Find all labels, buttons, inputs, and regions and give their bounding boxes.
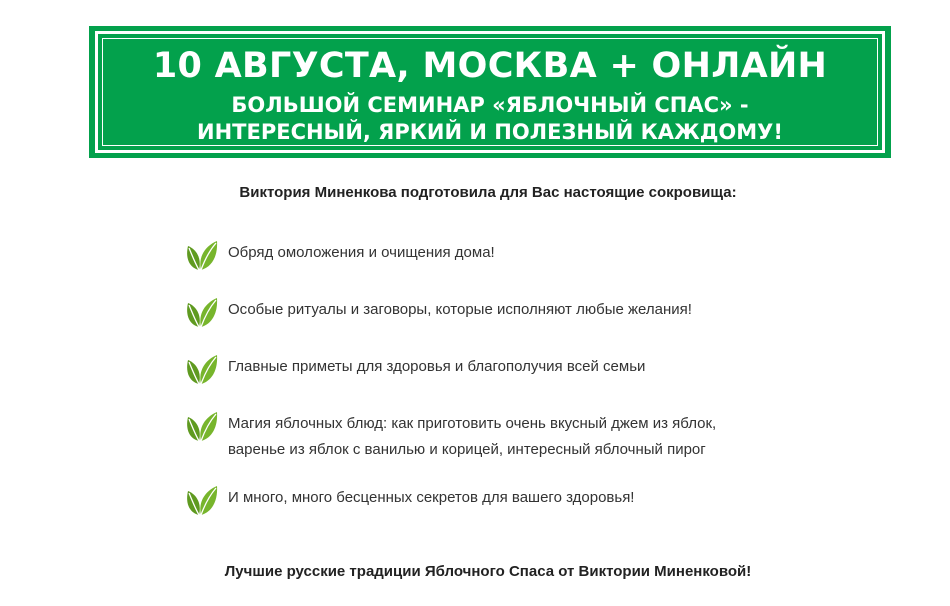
banner-frame xyxy=(95,31,885,153)
leaf-icon xyxy=(183,294,219,330)
banner-subtitle-line-2: ИНТЕРЕСНЫЙ, ЯРКИЙ И ПОЛЕЗНЫЙ КАЖДОМУ! xyxy=(197,120,783,144)
event-banner xyxy=(89,26,891,158)
leaf-icon xyxy=(183,408,219,444)
leaf-icon xyxy=(183,237,219,273)
benefit-line: Особые ритуалы и заговоры, которые исполняют любые желания! xyxy=(228,301,692,318)
benefit-text xyxy=(228,354,808,380)
intro-heading: Виктория Миненкова подготовила для Вас настоящие сокровища: xyxy=(239,184,737,201)
leaf-icon xyxy=(183,482,219,518)
benefit-text xyxy=(228,411,808,463)
benefit-line: И много, много бесценных секретов для вашего здоровья! xyxy=(228,489,635,506)
footer-heading: Лучшие русские традиции Яблочного Спаса от Виктории Миненковой! xyxy=(224,563,752,580)
banner-title: 10 АВГУСТА, МОСКВА + ОНЛАЙН xyxy=(152,46,828,86)
benefit-line: Магия яблочных блюд: как приготовить очень вкусный джем из яблок, xyxy=(228,415,717,432)
banner-subtitle-line-1: БОЛЬШОЙ СЕМИНАР «ЯБЛОЧНЫЙ СПАС» - xyxy=(231,93,749,117)
benefit-line: Главные приметы для здоровья и благополучия всей семьи xyxy=(228,358,646,375)
banner-inner xyxy=(102,38,878,146)
benefit-line: варенье из яблок с ванилью и корицей, интересный яблочный пирог xyxy=(228,441,706,458)
benefit-text xyxy=(228,240,808,266)
benefit-line: Обряд омоложения и очищения дома! xyxy=(228,244,495,261)
benefit-text xyxy=(228,485,808,511)
leaf-icon xyxy=(183,351,219,387)
benefit-text xyxy=(228,297,808,323)
